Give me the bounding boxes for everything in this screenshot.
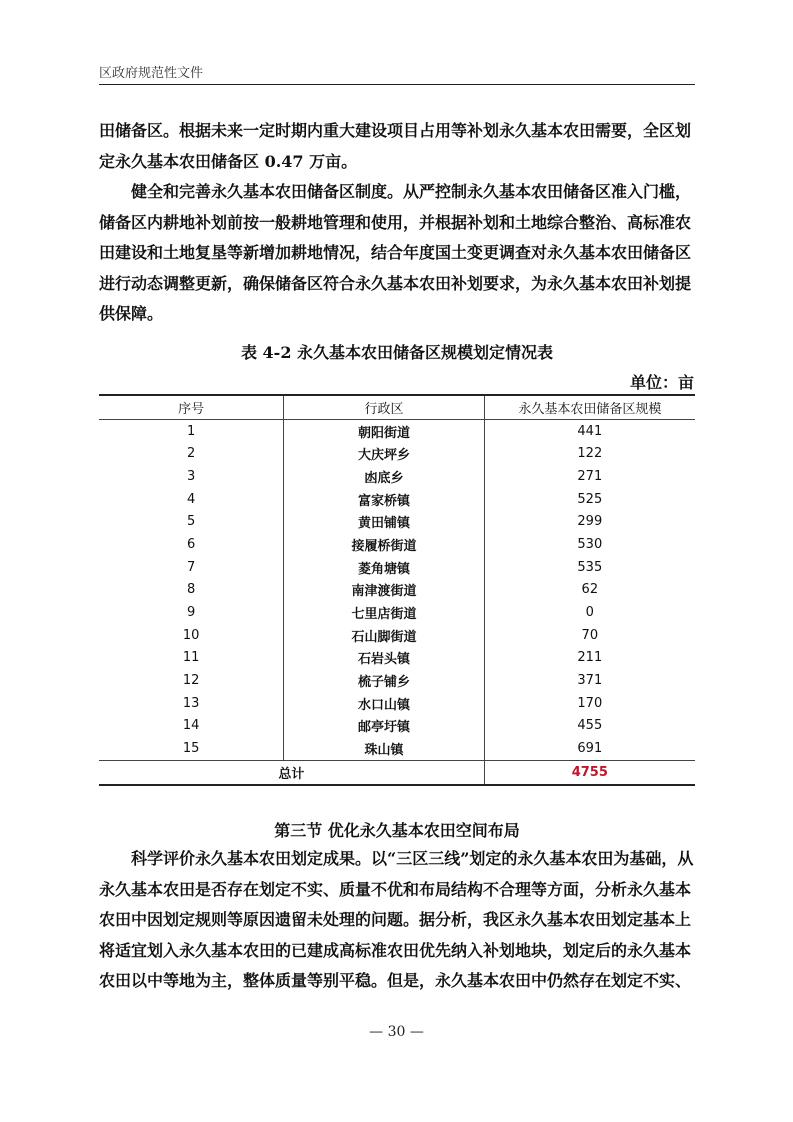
cell-index: 10 bbox=[99, 624, 284, 647]
table-row bbox=[99, 737, 695, 760]
cell-district: 邮亭圩镇 bbox=[284, 715, 484, 738]
header-scale: 永久基本农田储备区规模 bbox=[484, 395, 695, 419]
cell-index: 2 bbox=[99, 442, 284, 465]
cell-district: 菱角塘镇 bbox=[284, 556, 484, 579]
paragraph-evaluation: 科学评价永久基本农田划定成果。以“三区三线”划定的永久基本农田为基础，从永久基本农田是否存在划定不实、质量不优和布局结构不合理等方面，分析永久基本农田中因划定规则等原因遗留未处理的问题。据分析，我区永久基本农田划定基本上将适宜划入永久基本农田的已建成高标准农田优先纳入补划地块，划定后的永久基本农田以中等地为主，整体质量等别平稳。但是，永久基本农田中仍然存在划定不实、 bbox=[99, 849, 694, 990]
table-row bbox=[99, 601, 695, 624]
cell-district: 大庆坪乡 bbox=[284, 442, 484, 465]
table-row bbox=[99, 488, 695, 511]
cell-district: 梳子铺乡 bbox=[284, 669, 484, 692]
cell-scale: 271 bbox=[577, 468, 603, 484]
header-index: 序号 bbox=[99, 395, 284, 419]
cell-index: 6 bbox=[99, 533, 284, 556]
cell-scale: 691 bbox=[577, 741, 603, 757]
cell-index: 15 bbox=[99, 737, 284, 760]
cell-index: 9 bbox=[99, 601, 284, 624]
table-row bbox=[99, 533, 695, 556]
cell-index: 3 bbox=[99, 465, 284, 488]
reserve-scale-table bbox=[99, 394, 695, 786]
table-row bbox=[99, 442, 695, 465]
cell-index: 14 bbox=[99, 715, 284, 738]
cell-index: 7 bbox=[99, 556, 284, 579]
cell-district: 水口山镇 bbox=[284, 692, 484, 715]
cell-index: 4 bbox=[99, 488, 284, 511]
table-row bbox=[99, 556, 695, 579]
table-unit: 单位：亩 bbox=[629, 373, 694, 392]
cell-district: 凼底乡 bbox=[284, 465, 484, 488]
cell-index: 1 bbox=[99, 419, 284, 442]
cell-district: 富家桥镇 bbox=[284, 488, 484, 511]
cell-scale: 211 bbox=[577, 650, 603, 666]
table-row bbox=[99, 465, 695, 488]
cell-scale: 441 bbox=[577, 423, 603, 439]
cell-district: 七里店街道 bbox=[284, 601, 484, 624]
cell-scale: 62 bbox=[581, 582, 599, 598]
cell-district: 接履桥街道 bbox=[284, 533, 484, 556]
cell-scale: 535 bbox=[577, 559, 603, 575]
cell-index: 8 bbox=[99, 579, 284, 602]
cell-scale: 455 bbox=[577, 718, 603, 734]
header-divider bbox=[99, 84, 695, 85]
total-label: 总计 bbox=[99, 761, 484, 785]
table-row bbox=[99, 715, 695, 738]
cell-index: 5 bbox=[99, 510, 284, 533]
cell-scale: 299 bbox=[577, 514, 603, 530]
table-total-row bbox=[99, 761, 695, 785]
table-row bbox=[99, 510, 695, 533]
cell-scale: 0 bbox=[585, 605, 594, 621]
cell-scale: 70 bbox=[581, 627, 599, 643]
table-header-row bbox=[99, 395, 695, 419]
cell-index: 13 bbox=[99, 692, 284, 715]
table-row bbox=[99, 647, 695, 670]
page-number: — 30 — bbox=[369, 1024, 424, 1040]
cell-district: 石山脚街道 bbox=[284, 624, 484, 647]
paragraph-reserve-area: 田储备区。根据未来一定时期内重大建设项目占用等补划永久基本农田需要，全区划定永久基本农田储备区 0.47 万亩。 bbox=[99, 121, 692, 171]
cell-scale: 371 bbox=[577, 673, 603, 689]
table-row bbox=[99, 669, 695, 692]
table-row bbox=[99, 579, 695, 602]
cell-district: 黄田铺镇 bbox=[284, 510, 484, 533]
total-value: 4755 bbox=[484, 761, 695, 785]
cell-index: 12 bbox=[99, 669, 284, 692]
cell-scale: 525 bbox=[577, 491, 603, 507]
document-header: 区政府规范性文件 bbox=[99, 66, 204, 81]
section-title: 第三节 优化永久基本农田空间布局 bbox=[274, 821, 520, 840]
cell-district: 珠山镇 bbox=[284, 737, 484, 760]
table-title: 表 4-2 永久基本农田储备区规模划定情况表 bbox=[240, 343, 554, 362]
cell-scale: 122 bbox=[577, 446, 603, 462]
table-row bbox=[99, 419, 695, 442]
paragraph-reserve-system: 健全和完善永久基本农田储备区制度。从严控制永久基本农田储备区准入门槛，储备区内耕地补划前按一般耕地管理和使用，并根据补划和土地综合整治、高标准农田建设和土地复垦等新增加耕地情况，结合年度国土变更调查对永久基本农田储备区进行动态调整更新，确保储备区符合永久基本农田补划要求，为永久基本农田补划提供保障。 bbox=[99, 182, 692, 323]
cell-district: 朝阳街道 bbox=[284, 419, 484, 442]
table-row bbox=[99, 624, 695, 647]
cell-index: 11 bbox=[99, 647, 284, 670]
header-district: 行政区 bbox=[284, 395, 484, 419]
cell-district: 南津渡街道 bbox=[284, 579, 484, 602]
table-row bbox=[99, 692, 695, 715]
cell-scale: 170 bbox=[577, 695, 603, 711]
cell-scale: 530 bbox=[577, 536, 603, 552]
cell-district: 石岩头镇 bbox=[284, 647, 484, 670]
